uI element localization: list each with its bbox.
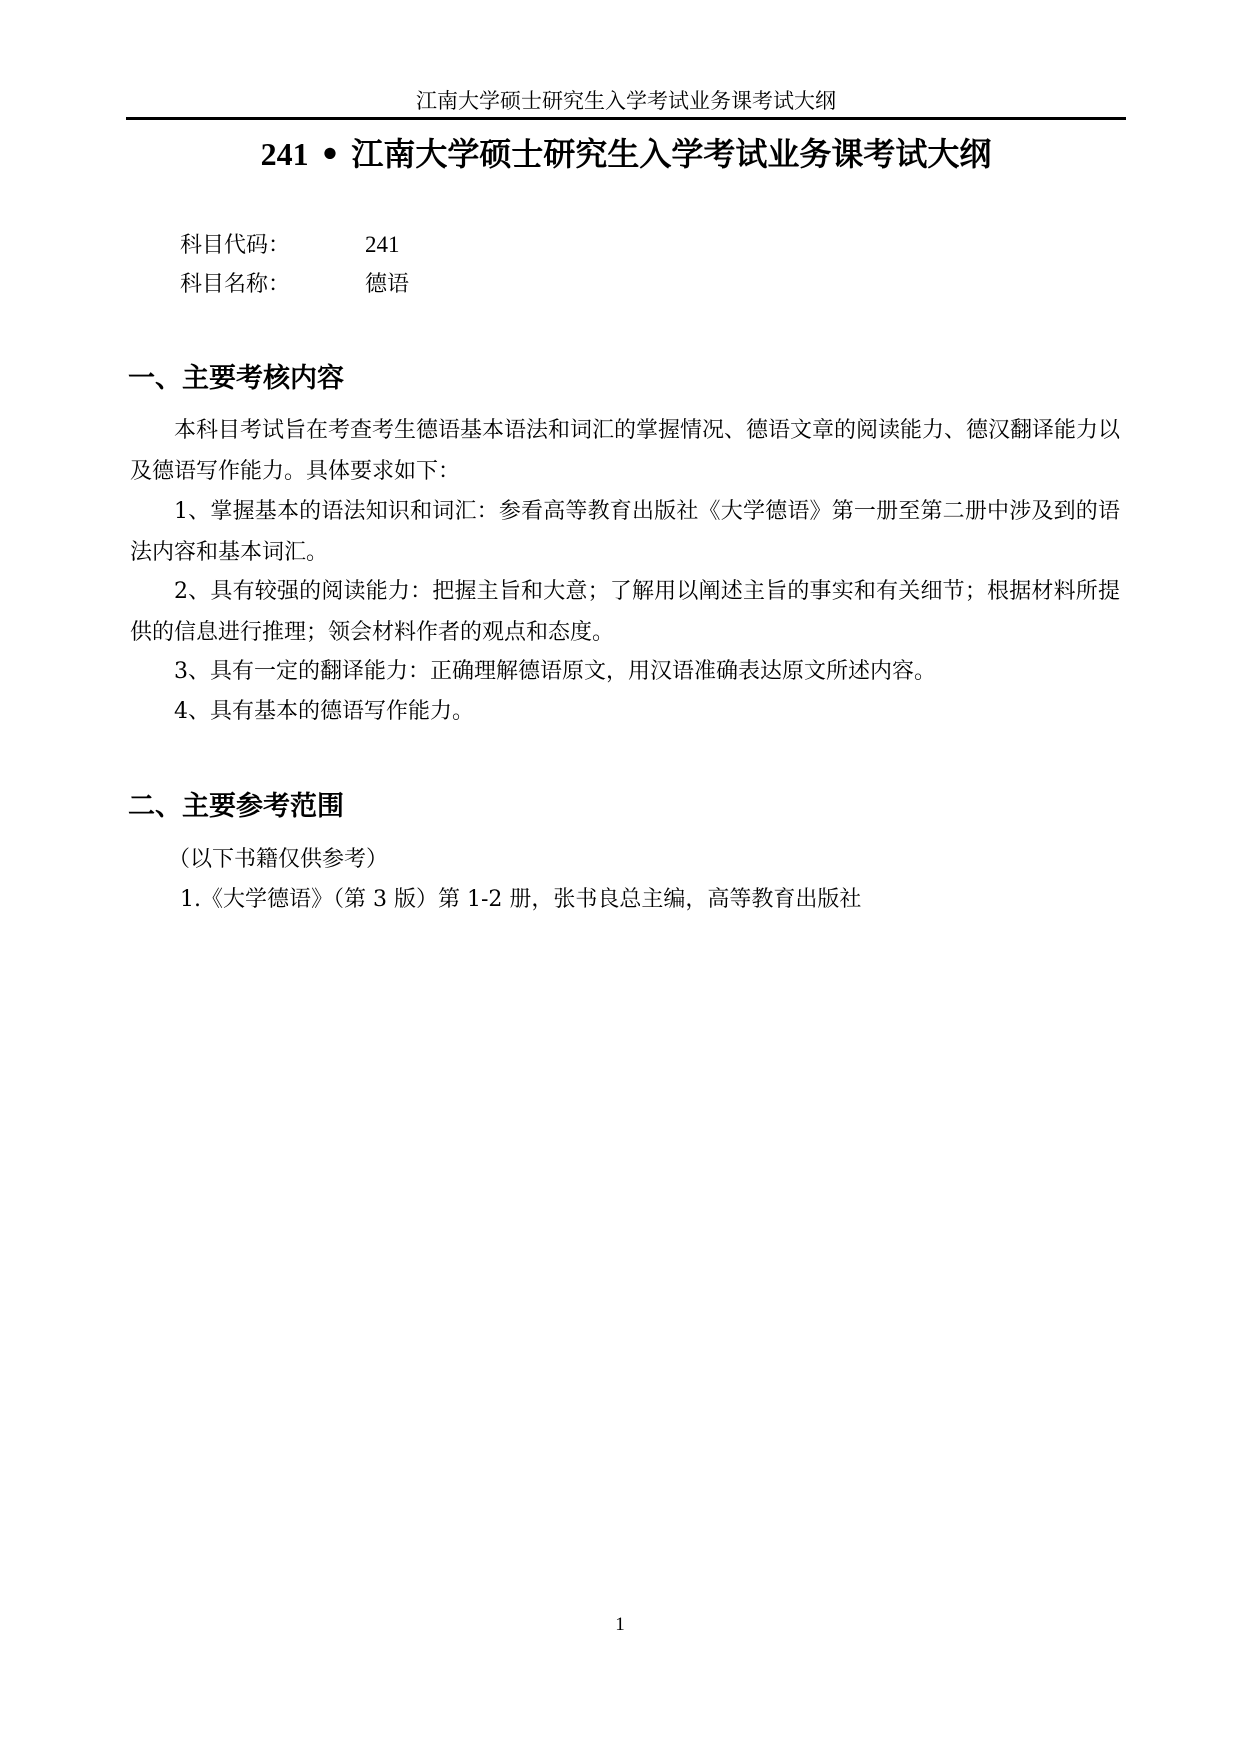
reference-note: （以下书籍仅供参考）	[168, 847, 389, 872]
title-subject-code: 241	[260, 136, 309, 172]
subject-code-row	[180, 230, 400, 261]
requirement-item-4: 4、具有基本的德语写作能力。	[174, 699, 474, 724]
title-separator: •	[319, 135, 341, 173]
document-title	[126, 133, 1126, 175]
reference-item-1: 1.《大学德语》（第 3 版）第 1-2 册，张书良总主编，高等教育出版社	[180, 887, 862, 912]
running-header: 江南大学硕士研究生入学考试业务课考试大纲	[416, 89, 836, 113]
requirement-item-3: 3、具有一定的翻译能力：正确理解德语原文，用汉语准确表达原文所述内容。	[174, 659, 936, 684]
section-heading-reference-scope: 二、主要参考范围	[128, 791, 344, 822]
subject-code-value: 241	[365, 232, 400, 257]
requirement-item-2: 2、具有较强的阅读能力：把握主旨和大意；了解用以阐述主旨的事实和有关细节；根据材料所提供的信息进行推理；领会材料作者的观点和态度。	[130, 579, 1120, 645]
page-number: 1	[615, 1614, 625, 1635]
section1-intro-paragraph: 本科目考试旨在考查考生德语基本语法和词汇的掌握情况、德语文章的阅读能力、德汉翻译能力以及德语写作能力。具体要求如下：	[130, 418, 1121, 484]
header-divider	[126, 117, 1126, 120]
subject-code-label: 科目代码：	[180, 233, 291, 258]
section-heading-assessment-content: 一、主要考核内容	[128, 363, 344, 394]
subject-name-row	[180, 270, 409, 300]
subject-name-label: 科目名称：	[180, 272, 291, 297]
title-text: 江南大学硕士研究生入学考试业务课考试大纲	[351, 135, 992, 173]
subject-name-value: 德语	[365, 272, 410, 297]
requirement-item-1: 1、掌握基本的语法知识和词汇：参看高等教育出版社《大学德语》第一册至第二册中涉及到的语法内容和基本词汇。	[130, 499, 1120, 565]
